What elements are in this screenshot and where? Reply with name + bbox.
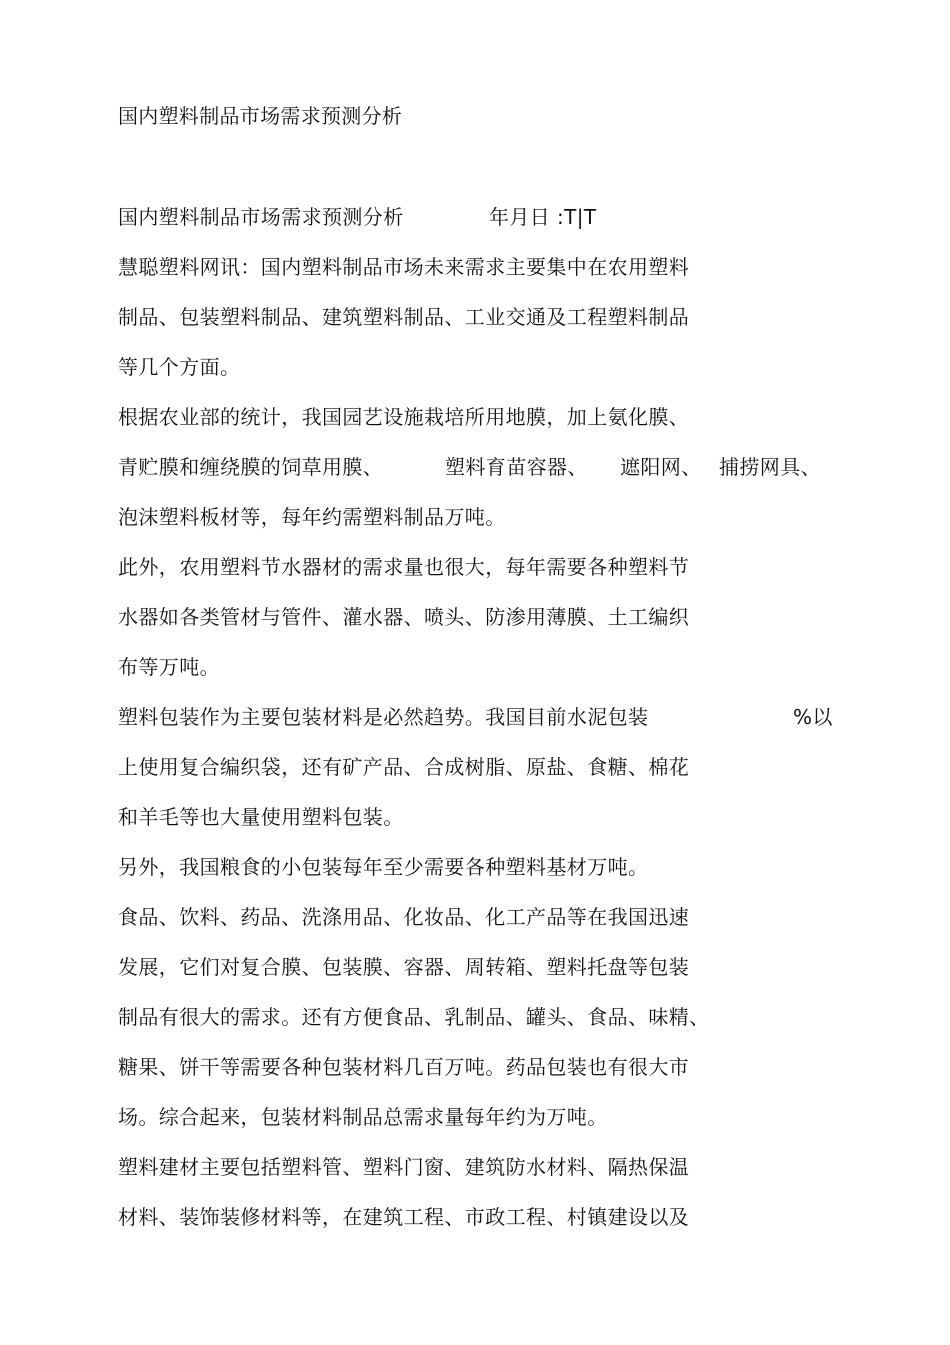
body-segment: 塑料包装作为主要包装材料是必然趋势。我国目前水泥包装 [118,705,649,729]
body-line: 发展，它们对复合膜、包装膜、容器、周转箱、塑料托盘等包装 [118,955,690,979]
body-line: 塑料建材主要包括塑料管、塑料门窗、建筑防水材料、隔热保温 [118,1155,690,1179]
body-line: 食品、饮料、药品、洗涤用品、化妆品、化工产品等在我国迅速 [118,905,690,929]
body-line: 水器如各类管材与管件、灌水器、喷头、防渗用薄膜、土工编织 [118,605,690,629]
body-line: 根据农业部的统计，我国园艺设施栽培所用地膜，加上氨化膜、 [118,405,690,429]
body-line: 慧聪塑料网讯：国内塑料制品市场未来需求主要集中在农用塑料 [118,255,690,279]
body-line: 和羊毛等也大量使用塑料包装。 [118,805,404,829]
body-line: 糖果、饼干等需要各种包装材料几百万吨。药品包装也有很大市 [118,1055,690,1079]
body-line: 制品、包装塑料制品、建筑塑料制品、工业交通及工程塑料制品 [118,305,690,329]
body-segment: 青贮膜和缠绕膜的饲草用膜、 [118,455,384,479]
body-segment: 捕捞网具、 [719,455,821,479]
body-line: 制品有很大的需求。还有方便食品、乳制品、罐头、食品、味精、 [118,1005,710,1029]
body-segment: 塑料育苗容器、 [445,455,588,479]
body-segment: %以 [793,705,833,729]
body-line: 材料、装饰装修材料等，在建筑工程、市政工程、村镇建设以及 [118,1205,690,1229]
body-line: 上使用复合编织袋，还有矿产品、合成树脂、原盐、食糖、棉花 [118,755,690,779]
header-date: 年月日 :T|T [489,205,597,229]
header-title: 国内塑料制品市场需求预测分析 [118,205,404,229]
body-line: 另外，我国粮食的小包装每年至少需要各种塑料基材万吨。 [118,855,649,879]
body-line: 泡沫塑料板材等，每年约需塑料制品万吨。 [118,505,506,529]
body-line: 等几个方面。 [118,355,241,379]
body-line: 场。综合起来，包装材料制品总需求量每年约为万吨。 [118,1105,608,1129]
body-line: 此外，农用塑料节水器材的需求量也很大，每年需要各种塑料节 [118,555,690,579]
body-line: 布等万吨。 [118,655,220,679]
document-title: 国内塑料制品市场需求预测分析 [118,104,403,128]
body-segment: 遮阳网、 [620,455,702,479]
